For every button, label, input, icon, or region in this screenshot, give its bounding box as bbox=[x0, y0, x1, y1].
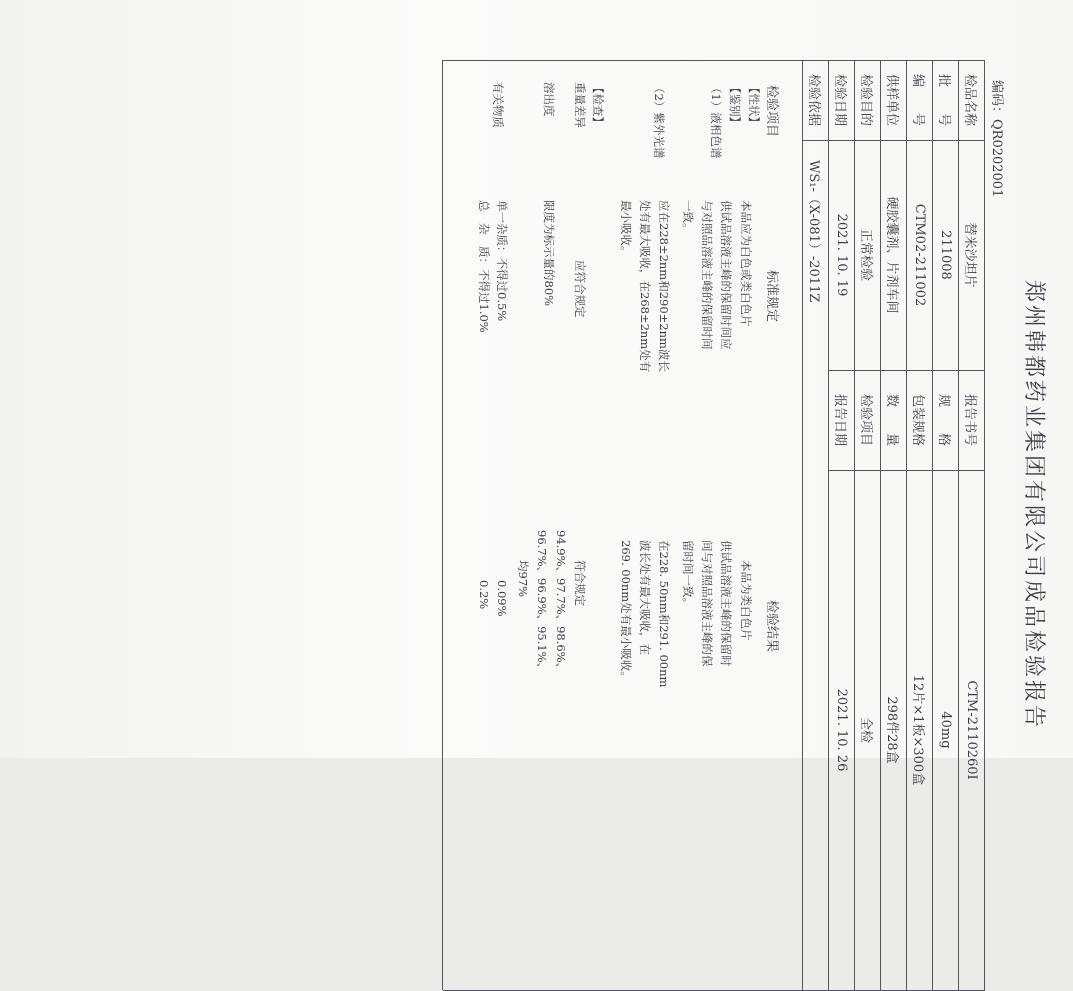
label-number: 编 号 bbox=[910, 73, 926, 126]
related-standard-2: 总 杂 质：不得过1.0% bbox=[477, 200, 491, 333]
dissolve-result-2: 96.7%、96.9%、95.1%、 bbox=[535, 530, 549, 675]
uv-result-2: 波长处有最大吸收，在 bbox=[638, 540, 652, 655]
col-result-title: 检验结果 bbox=[764, 600, 779, 653]
label-report-date: 报告日期 bbox=[832, 393, 848, 446]
dissolve-item: 溶出度 bbox=[542, 82, 556, 117]
label-date: 检验日期 bbox=[832, 73, 848, 126]
value-package: 12片×1板×300盒 bbox=[910, 674, 926, 786]
dissolve-result-3: 均97% bbox=[516, 560, 530, 598]
label-package: 包装规格 bbox=[910, 393, 926, 446]
value-number: CTM02-211002 bbox=[912, 203, 928, 307]
lc-item: （1）液相色谱 bbox=[709, 82, 723, 159]
uv-standard-1: 应在228±2nm和290±2nm波长 bbox=[657, 200, 671, 372]
section-traits: 【性状】 bbox=[747, 82, 761, 128]
label-basis: 检验依据 bbox=[806, 73, 822, 126]
uv-item: （2）紫外光谱 bbox=[652, 82, 666, 159]
related-standard-1: 单一杂质：不得过0.5% bbox=[495, 200, 509, 322]
col-item-title: 检验项目 bbox=[764, 85, 779, 138]
label-purpose: 检验目的 bbox=[858, 73, 874, 126]
report-code: 编码：QR0202001 bbox=[989, 80, 1004, 198]
weight-result: 符合规定 bbox=[573, 560, 587, 606]
label-batch: 批 号 bbox=[936, 73, 952, 126]
label-supplier: 供样单位 bbox=[884, 73, 900, 126]
label-spec: 规 格 bbox=[936, 393, 952, 446]
dissolve-result-1: 94.9%、97.7%、98.6%、 bbox=[554, 530, 568, 675]
value-quantity: 298件28盒 bbox=[884, 696, 900, 764]
value-report-date: 2021. 10. 26 bbox=[834, 688, 850, 772]
value-product: 替米沙坦片 bbox=[962, 222, 978, 288]
trait-standard: 本品应为白色或类白色片 bbox=[739, 200, 753, 327]
value-date: 2021. 10. 19 bbox=[834, 213, 850, 297]
uv-result-3: 269. 00nm处有最小吸收。 bbox=[619, 540, 633, 683]
value-spec: 40mg bbox=[938, 711, 954, 749]
value-purpose: 正常检验 bbox=[858, 228, 874, 281]
lc-result-2: 间与对照品溶液主峰的保 bbox=[700, 540, 714, 667]
report-title: 郑州韩都药业集团有限公司成品检验报告 bbox=[1021, 279, 1046, 730]
lc-standard-1: 供试品溶液主峰的保留时间应 bbox=[719, 200, 733, 350]
value-supplier: 硬胶囊剂、片剂车间 bbox=[884, 196, 900, 314]
value-batch: 211008 bbox=[938, 230, 954, 280]
label-product: 检品名称 bbox=[962, 73, 978, 126]
lc-standard-2: 与对照品溶液主峰的保留时间 bbox=[700, 200, 714, 350]
value-report-no: CTM-2110260I bbox=[964, 680, 980, 780]
dissolve-standard: 限度为标示量的80% bbox=[542, 200, 556, 307]
weight-item: 重量差异 bbox=[573, 82, 587, 128]
related-result-1: 0.09% bbox=[495, 580, 509, 617]
lc-standard-3: 一致。 bbox=[681, 200, 695, 235]
uv-standard-2: 处有最大吸收，在268±2nm处有 bbox=[638, 200, 652, 373]
trait-result: 本品为类白色片 bbox=[739, 560, 753, 641]
uv-result-1: 在228. 50nm和291. 00nm bbox=[657, 540, 671, 688]
value-items: 全检 bbox=[858, 716, 874, 743]
label-items: 检验项目 bbox=[858, 393, 874, 446]
col-standard-title: 标准规定 bbox=[764, 270, 779, 323]
label-quantity: 数 量 bbox=[884, 393, 900, 446]
lc-result-1: 供试品溶液主峰的保留时 bbox=[719, 540, 733, 667]
label-report-no: 报告书号 bbox=[962, 393, 978, 446]
section-identify: 【鉴别】 bbox=[728, 82, 742, 128]
related-item: 有关物质 bbox=[491, 82, 505, 128]
lc-result-3: 留时间一致。 bbox=[681, 540, 695, 609]
value-basis: WS₁-（X-081）-2011Z bbox=[806, 160, 822, 303]
related-result-2: 0.2% bbox=[477, 580, 491, 610]
weight-standard: 应符合规定 bbox=[573, 260, 587, 318]
section-check: 【检查】 bbox=[591, 82, 605, 128]
uv-standard-3: 最小吸收。 bbox=[619, 200, 633, 258]
